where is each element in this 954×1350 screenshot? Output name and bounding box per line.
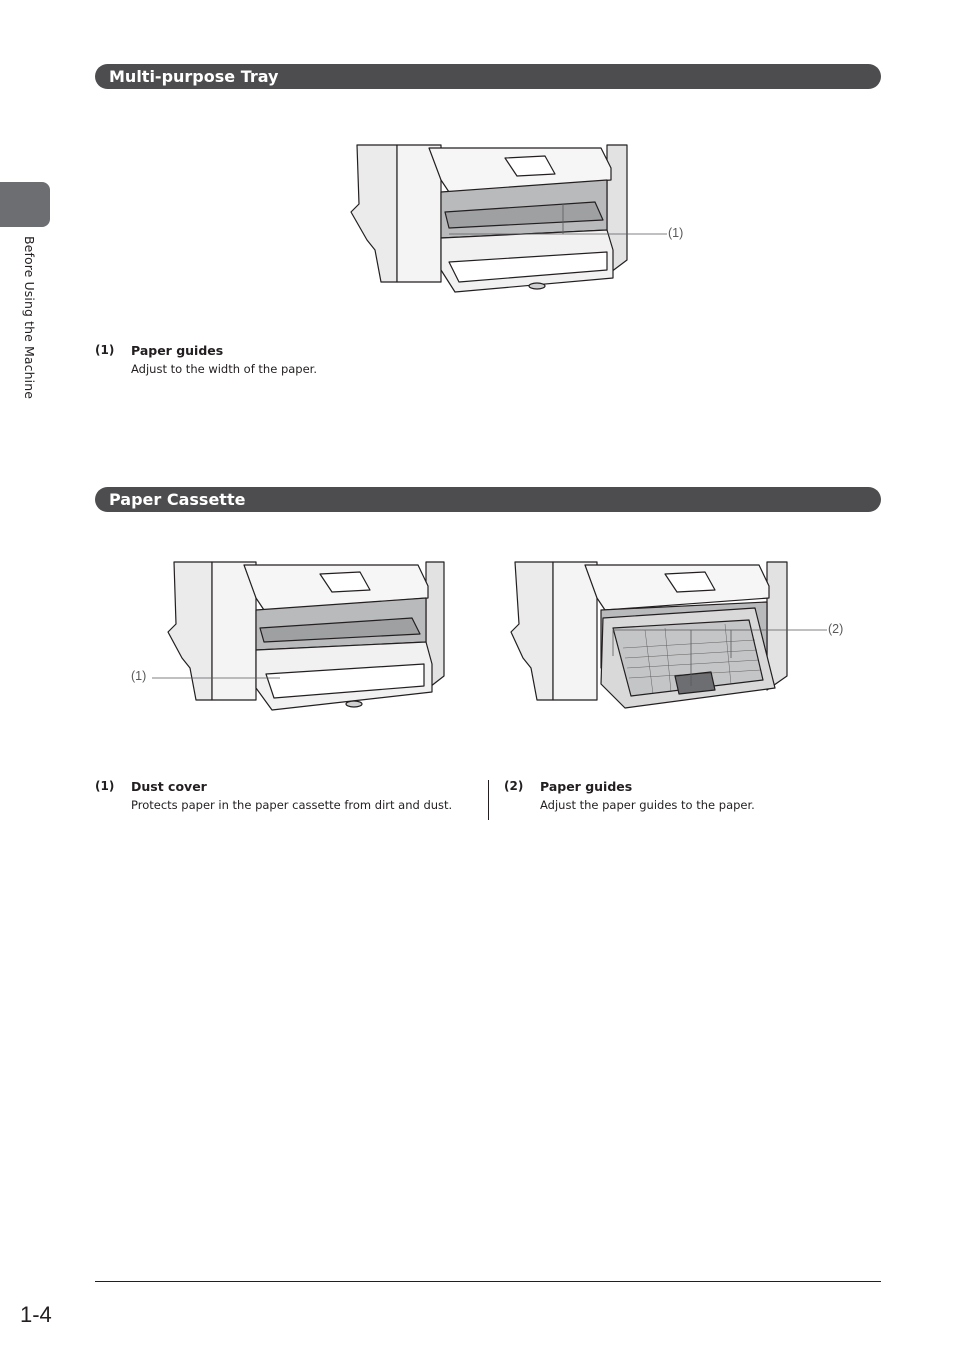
item-number: (1) [95, 343, 115, 357]
item-title: Paper guides [540, 779, 633, 794]
item-description: Protects paper in the paper cassette from dirt and dust. [131, 798, 453, 812]
cassette-open-illustration [505, 558, 835, 718]
chapter-label: Before Using the Machine [22, 236, 37, 400]
item-title: Paper guides [131, 343, 224, 358]
item-description: Adjust the paper guides to the paper. [540, 798, 755, 812]
item-dust-cover [95, 779, 475, 819]
callout-1: (1) [668, 226, 684, 240]
item-paper-guides [95, 343, 475, 383]
section-title: Multi-purpose Tray [109, 67, 279, 86]
page-number: 1-4 [20, 1302, 52, 1327]
section-header-multipurpose-tray [95, 64, 881, 89]
callout-1: (1) [131, 669, 147, 683]
column-divider [488, 780, 489, 820]
cassette-closed-illustration [150, 558, 450, 718]
section-title: Paper Cassette [109, 490, 246, 509]
item-paper-guides [504, 779, 874, 819]
item-description: Adjust to the width of the paper. [131, 362, 318, 376]
item-number: (1) [95, 779, 115, 793]
chapter-tab [0, 182, 50, 227]
section-header-paper-cassette [95, 487, 881, 512]
item-number: (2) [504, 779, 524, 793]
callout-2: (2) [828, 622, 844, 636]
footer-rule [95, 1281, 881, 1282]
item-title: Dust cover [131, 779, 207, 794]
multipurpose-tray-illustration [345, 140, 695, 300]
